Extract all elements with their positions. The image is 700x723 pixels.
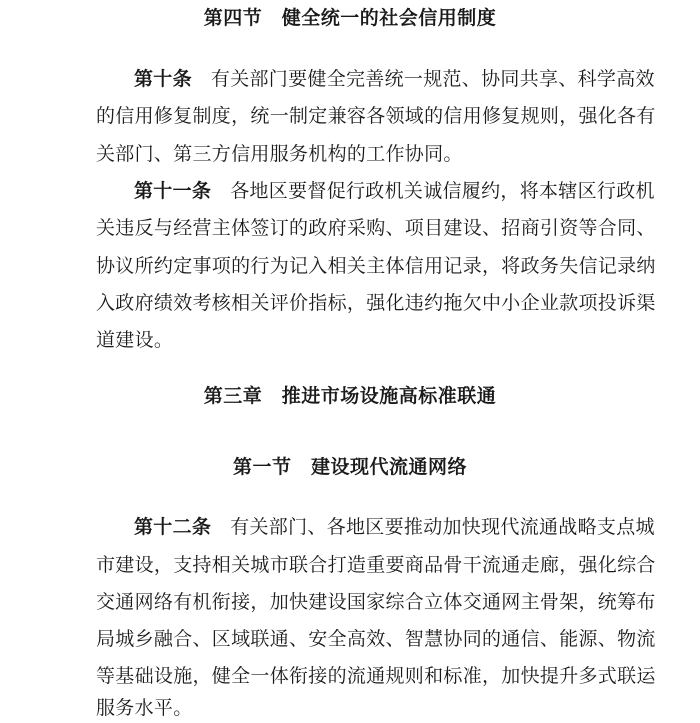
article-10-line-3: 关部门、第三方信用服务机构的工作协同。 [96,143,463,165]
article-10-label: 第十条 [134,68,192,90]
article-11-line-3: 协议所约定事项的行为记入相关主体信用记录，将政务失信记录纳 [96,255,656,277]
article-11-label: 第十一条 [134,180,212,202]
article-10-line-1: 第十条 有关部门要健全完善统一规范、协同共享、科学高效 [134,68,655,90]
article-11-line-5: 道建设。 [96,329,174,351]
article-10-line-2: 的信用修复制度，统一制定兼容各领域的信用修复规则，强化各有 [96,105,656,127]
article-12-line-6: 服务水平。 [96,697,193,719]
chapter-heading: 第三章 推进市场设施高标准联通 [203,385,497,407]
section-heading: 第四节 健全统一的社会信用制度 [203,7,497,29]
article-12-label: 第十二条 [134,516,212,538]
article-11-line-2: 关违反与经营主体签订的政府采购、项目建设、招商引资等合同、 [96,217,656,239]
article-12-line-5: 等基础设施，健全一体衔接的流通规则和标准，加快提升多式联运 [96,665,656,687]
article-11-line-4: 入政府绩效考核相关评价指标，强化违约拖欠中小企业款项投诉渠 [96,292,656,314]
article-12-line-4: 局城乡融合、区域联通、安全高效、智慧协同的通信、能源、物流 [96,628,656,650]
section-heading: 第一节 建设现代流通网络 [232,456,467,478]
article-12-line-2: 市建设，支持相关城市联合打造重要商品骨干流通走廊，强化综合 [96,554,656,576]
article-12-line-3: 交通网络有机衔接，加快建设国家综合立体交通网主骨架，统筹布 [96,591,656,613]
article-11-line-1: 第十一条 各地区要督促行政机关诚信履约，将本辖区行政机 [134,180,655,202]
article-12-line-1: 第十二条 有关部门、各地区要推动加快现代流通战略支点城 [134,516,655,538]
